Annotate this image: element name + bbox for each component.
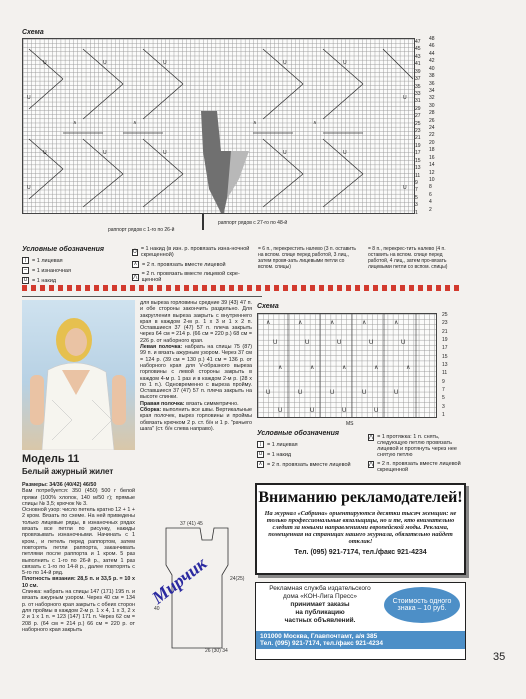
svg-text:U: U [374,408,379,414]
ad-private [255,582,466,660]
model-photo [22,300,135,450]
svg-text:∧: ∧ [133,120,137,126]
diagram-label-bottom: 26 (30) 34 [205,648,228,654]
svg-text:∧: ∧ [342,365,347,371]
page-number: 35 [493,651,506,663]
svg-text:U: U [27,185,31,191]
ad2-text: Рекламная служба издательского дома «КОН-Лига Пресс» принимает заказы на публикацию частных объявлений. [269,585,371,624]
price-badge: Стоимость одного знака – 10 руб. [384,587,460,623]
model-text: Размеры: 34/36 (40/42) 46/50 Вам потребуется: 350 (450) 500 г белой пряжи (100% хлопок, 140 м/50 г); прямые спицы № 3,5; крючок № 3. Основной узор: число петель кратно 12 + 1 + 2 кром. Вязать по схеме. На ней приведены только лицевые ряды, в изнаночных рядах вязать все петли по рисунку, накиды провязывать изнаночными. Начинать с 1 кром., и петель перед раппортом, затем повторять петли раппорта, заканчивать петлями после раппорта и 1 кром. 5 раз выполнить с 1-го по 26-й р., затем 1 раз связать с 1-го по 14-й р., далее повторять с 5-го по 14-й ряд. Плотность вязания: 28,5 п. и 33,5 р. = 10 х 10 см. Спинка: набрать на спицы 147 (171) 195 п. и вязать ажурным узором. Через 40 см = 134 р. от наборного края закрыть с обеих сторон для проймы в каждом 2-м р. 1 х 4, 1 х 3, 2 х 2 и 1 х 1 п. = 123 (147) 171 п. Через 62 см = 208 р. (64 см = 214 р.) 66 см = 220 р. от наборного края закрыть [22,482,135,633]
svg-text:U: U [343,60,347,66]
ad-phone: Тел. (095) 921-7174, тел./факс 921-4234 [294,549,427,556]
svg-text:∧: ∧ [374,365,379,371]
svg-text:U: U [337,340,342,346]
svg-text:∧: ∧ [266,320,271,326]
knit-symbol: | [22,257,29,264]
legend2-col-1: | = 1 лицевая U = 1 накид ∧ = 2 п. провязать вместе лицевой [258,441,351,468]
legend-cable-6: = 6 п., перекрестить налево (3 п. оставить на вспом. спице перед работой, 3 лиц., затем провя-зать лицевыми петли со вспом. спицы) [258,246,356,270]
svg-text:∧: ∧ [73,120,77,126]
row-numbers-right: 2 4 6 8 10 12 14 16 18 20 22 24 26 28 30 32 34 36 38 40 42 44 46 48 [429,36,435,213]
svg-text:∧: ∧ [313,120,317,126]
knitting-chart-2 [257,313,437,418]
svg-text:∧: ∧ [362,320,367,326]
diagram-label-right: 24(25) [230,576,245,582]
scheme2-title: Схема [257,303,279,310]
svg-text:∧: ∧ [406,365,411,371]
hearts-divider [22,285,462,291]
svg-text:U: U [403,185,407,191]
svg-text:U: U [283,60,287,66]
svg-text:U: U [43,150,47,156]
svg-text:∧: ∧ [278,365,283,371]
model-subtitle: Белый ажурный жилет [22,467,114,476]
repeat-a-label: раппорт рядов с 1-го по 26-й [108,227,175,233]
knitting-chart-top [22,38,415,214]
svg-text:U: U [342,408,347,414]
middle-text: для выреза горловины средние 39 (43) 47 п. и обе стороны закончить раздельно. Для закругления выреза закрыть с внутреннего края в каждом 2-м р. 1 х 3 и 1 х 2 п. Оставшиеся 37 (47) 57 п. плеча закрыть через 64 см = 214 р. (66 см = 220 р.) 68 см = 226 р. от наборного края. Левая полочка: набрать на спицы 75 (87) 99 п. и вязать ажурным узором. Через 37 см = 124 р. (39 см = 130 р.) 41 см = 136 р. от наборного края для V-образного выреза горловины с левой стороны закрыть в каждом 4-м р. 1 раз и в каждом 2-м р. (28 х по 1 п.). Одновременно с выреза пройму. Оставшиеся 37 (47) 57 п. плеча закрыть на высоте спинки. Правая полочка: вязать симметрично. Сборка: выполнить все швы. Вертикальные края полочек, вырез горловины и проймы обвязать крючком 2 р. ст. б/н и 1 р. "рачьего шага" (ст. б/н слева направо). [140,300,253,432]
model-title: Модель 11 [22,453,80,465]
svg-text:U: U [163,60,167,66]
watermark: Мирчик [148,552,211,608]
ad2-contact: 101000 Москва, Главпочтамт, а/я 385 Тел. (095) 921-7174, тел./факс 921-4234 [256,631,465,649]
diagram-label-side: 40 [154,606,160,612]
svg-text:U: U [163,150,167,156]
svg-text:U: U [283,150,287,156]
svg-text:U: U [103,60,107,66]
svg-text:U: U [278,408,283,414]
diagram-label-top: 37 (41) 45 [180,521,203,527]
ad-advertisers [255,483,466,575]
legend-col-1: | = 1 лицевая – = 1 изнаночная U = 1 накид [23,257,71,284]
svg-text:∧: ∧ [253,120,257,126]
repeat-divider [202,214,204,230]
chart2-symbols [258,314,436,417]
svg-text:U: U [273,340,278,346]
legend2-col-2: ⋀ = 1 протяжка: 1 п. снять, следующую петлю провязать лицевой и протянуть через нее снятую петлю ⋀ = 2 п. провязать вместе лицевой скрещенной [369,434,461,473]
model-figure [22,300,135,450]
divider-line [22,296,262,297]
legend-title: Условные обозначения [22,246,105,253]
svg-text:U: U [394,390,399,396]
svg-text:∧: ∧ [330,320,335,326]
svg-text:U: U [403,95,407,101]
svg-text:U: U [401,340,406,346]
svg-text:∧: ∧ [298,320,303,326]
yarn-over-symbol: U [23,277,28,283]
svg-text:U: U [369,340,374,346]
scheme2-row-numbers: 1 3 5 7 9 11 13 15 17 19 21 23 25 [442,312,448,418]
svg-text:U: U [330,390,335,396]
ms-label: MS [346,421,354,427]
svg-text:U: U [298,390,303,396]
svg-text:U: U [103,150,107,156]
legend2-title: Условные обозначения [257,430,340,437]
svg-text:U: U [43,60,47,66]
repeat-b-label: раппорт рядов с 27-го по 48-й [218,220,288,226]
svg-text:U: U [305,340,310,346]
svg-text:U: U [343,150,347,156]
svg-text:U: U [266,390,271,396]
ad-body: На журнал «Сабрина» ориентируются десятки тысяч женщин: не только профессиональные вязальщицы, но и те, кто внимательно следит за новыми направлениями европейской моды. Реклама, помещенная на страницах нашего журнала, обязательно найдет отклик! [264,510,457,545]
legend-col-2: Ū = 1 накид (в изн. р. провязать изна-ночной скрещенной) ∧ = 2 п. провязать вместе лицевой ⋀ = 2 п. провязать вместе лицевой скре-щенной [133,246,250,283]
ad-heading: Вниманию рекламодателей! [258,489,463,506]
svg-text:U: U [310,408,315,414]
purl-symbol: – [22,267,29,274]
scheme-title: Схема [22,29,44,36]
chart-symbols [23,39,414,213]
svg-text:U: U [27,95,31,101]
svg-text:U: U [362,390,367,396]
svg-text:∧: ∧ [310,365,315,371]
legend-cable-8: = 8 п., перекрес-тить налево (4 п. оставить на вспом. спице перед работой, 4 лиц., затем про-вязать лицевыми петли со вспом. спицы) [368,246,448,270]
svg-text:∧: ∧ [394,320,399,326]
row-numbers-odd: 1 3 5 7 9 11 13 15 17 19 21 23 25 27 29 31 33 35 37 39 41 43 45 47 [415,39,421,216]
